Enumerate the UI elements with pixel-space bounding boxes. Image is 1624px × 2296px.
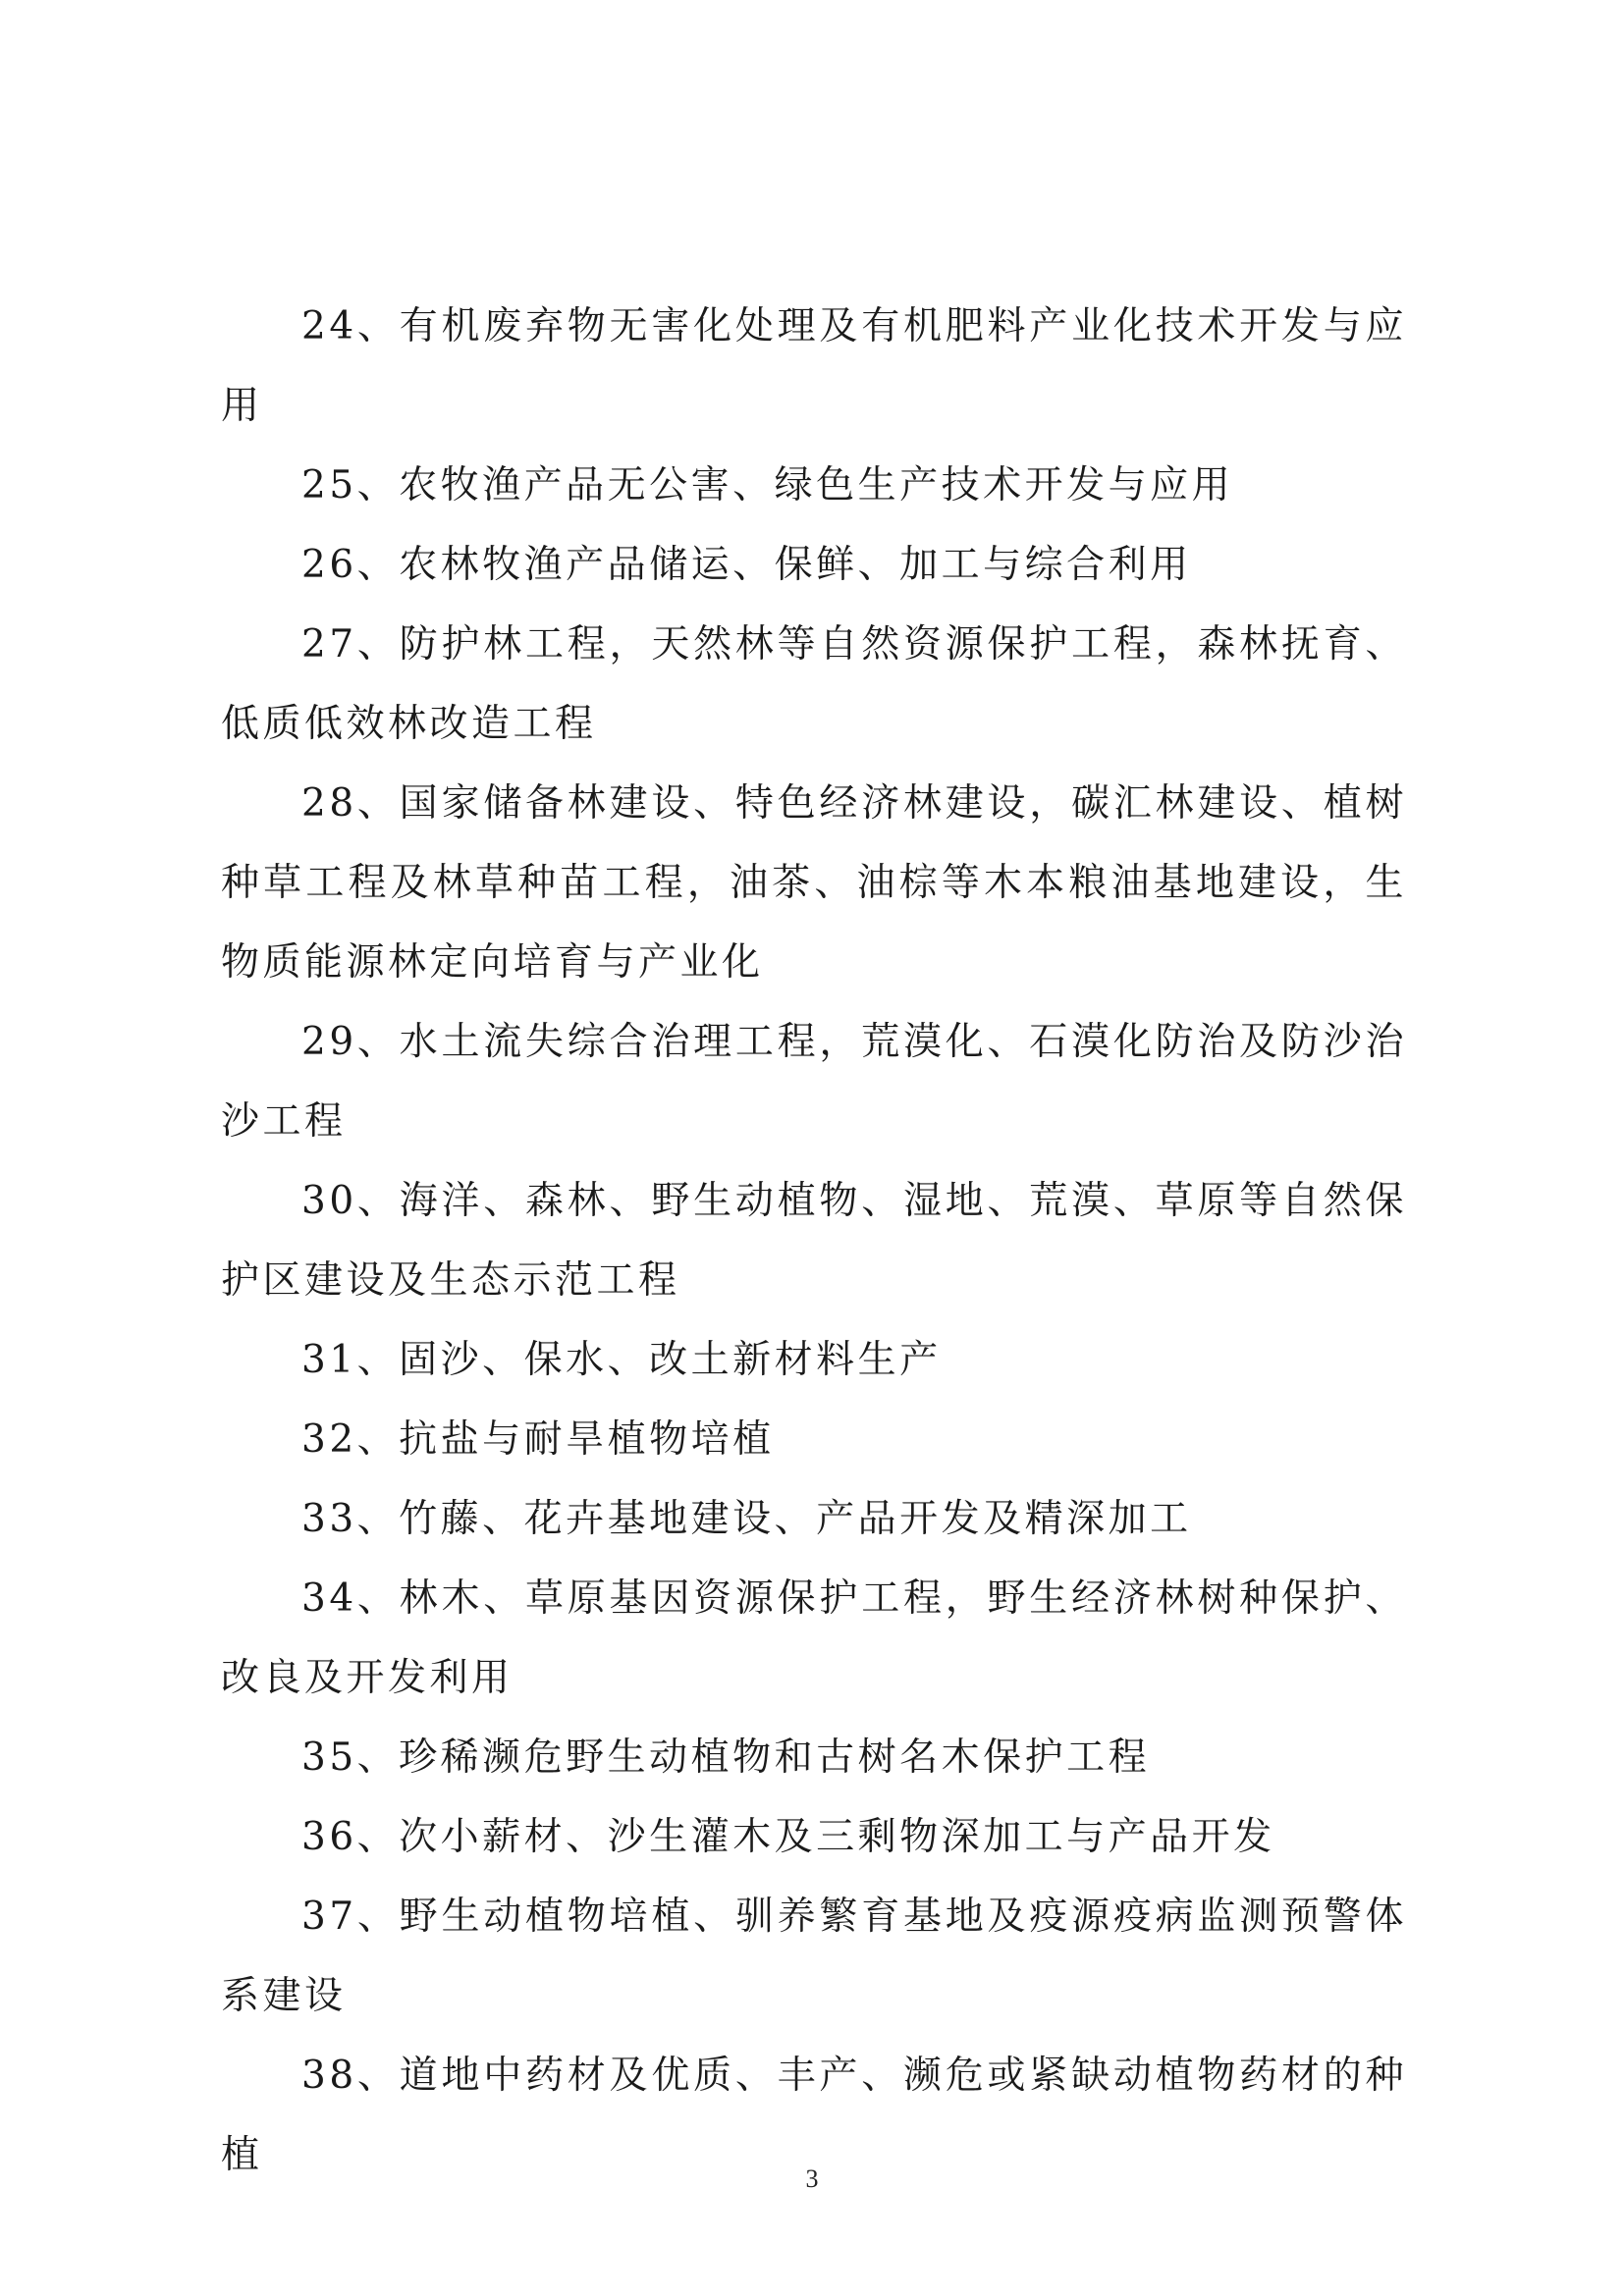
list-item: 27、防护林工程，天然林等自然资源保护工程，森林抚育、低质低效林改造工程 <box>221 622 1407 746</box>
list-item: 35、珍稀濒危野生动植物和古树名木保护工程 <box>301 1735 1151 1780</box>
list-item: 34、林木、草原基因资源保护工程，野生经济林树种保护、改良及开发利用 <box>221 1576 1407 1700</box>
document-body <box>221 287 1407 2195</box>
list-item: 26、农林牧渔产品储运、保鲜、加工与综合利用 <box>301 543 1192 587</box>
list-item: 28、国家储备林建设、特色经济林建设，碳汇林建设、植树种草工程及林草种苗工程，油茶、油棕等木本粮油基地建设，生物质能源林定向培育与产业化 <box>221 781 1407 985</box>
list-item: 24、有机废弃物无害化处理及有机肥料产业化技术开发与应用 <box>221 304 1407 428</box>
page-number: 3 <box>805 2164 819 2193</box>
list-item: 33、竹藤、花卉基地建设、产品开发及精深加工 <box>301 1497 1192 1541</box>
list-item: 31、固沙、保水、改土新材料生产 <box>301 1338 942 1382</box>
list-item: 32、抗盐与耐旱植物培植 <box>301 1417 775 1462</box>
list-item: 37、野生动植物培植、驯养繁育基地及疫源疫病监测预警体系建设 <box>221 1895 1407 2018</box>
list-item: 30、海洋、森林、野生动植物、湿地、荒漠、草原等自然保护区建设及生态示范工程 <box>221 1179 1407 1303</box>
list-item: 29、水土流失综合治理工程，荒漠化、石漠化防治及防沙治沙工程 <box>221 1020 1407 1144</box>
list-item: 38、道地中药材及优质、丰产、濒危或紧缺动植物药材的种植 <box>221 2054 1407 2177</box>
list-item: 36、次小薪材、沙生灌木及三剩物深加工与产品开发 <box>301 1815 1275 1859</box>
list-item: 25、农牧渔产品无公害、绿色生产技术开发与应用 <box>301 463 1234 507</box>
